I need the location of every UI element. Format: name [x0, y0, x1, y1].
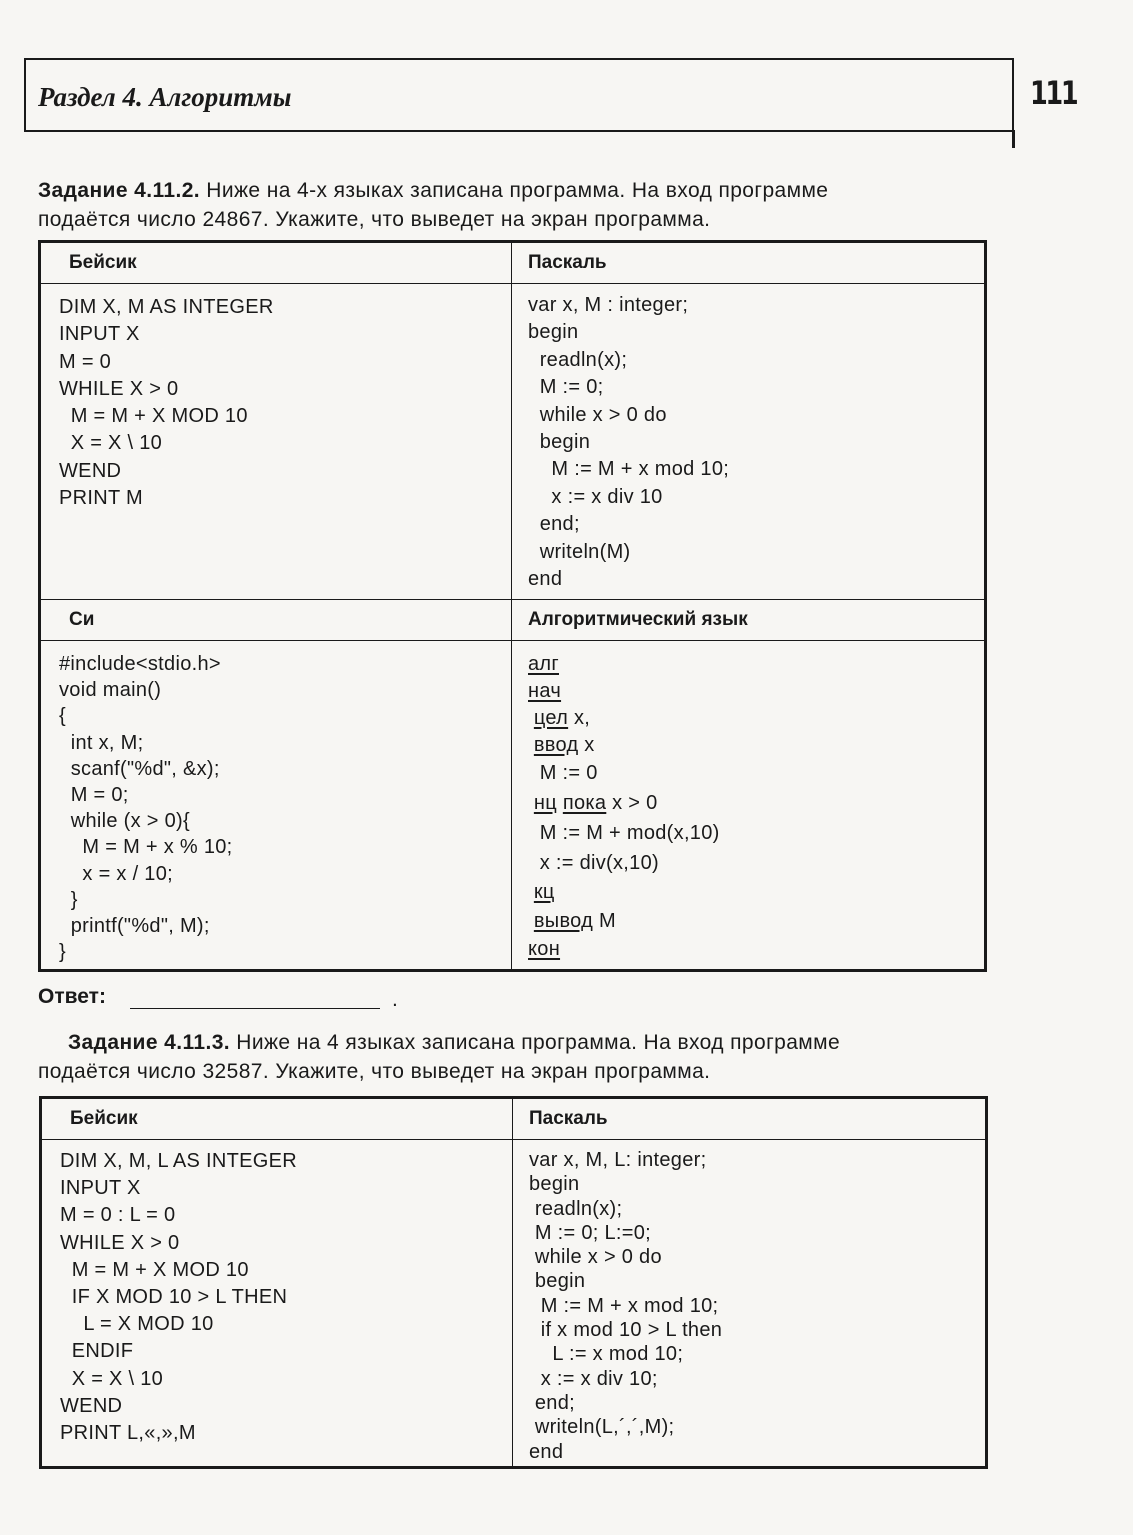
- code-line: M = M + X MOD 10: [59, 405, 248, 428]
- task1-statement: [38, 176, 988, 234]
- code-line: writeln(M): [528, 540, 631, 563]
- code-line: readln(x);: [529, 1197, 623, 1220]
- code-line: M = 0: [59, 350, 112, 373]
- code-line: M := 0; L:=0;: [529, 1221, 652, 1244]
- code-line: M = 0 : L = 0: [60, 1204, 176, 1227]
- algo-kc: кц: [533, 881, 555, 903]
- task2-line2: подаётся число 32587. Укажите, что выведет на экран программа.: [38, 1060, 711, 1083]
- basic-code-2: [42, 1140, 512, 1447]
- task2-line1: [38, 1028, 988, 1057]
- code-line: WHILE X > 0: [59, 377, 179, 400]
- task1-line1: [38, 176, 988, 205]
- section-title: Раздел 4. Алгоритмы: [38, 82, 292, 112]
- algo-code: [512, 641, 984, 963]
- algo-cel-rest: x,: [568, 707, 591, 729]
- section-header: [24, 58, 1014, 132]
- code-line: M = M + X MOD 10: [60, 1258, 249, 1281]
- code-line: end: [529, 1440, 564, 1463]
- code-line: L = X MOD 10: [60, 1313, 214, 1336]
- code-line: DIM X, M AS INTEGER: [59, 296, 274, 318]
- code-line: M := 0;: [528, 376, 604, 399]
- task1-line2: подаётся число 24867. Укажите, что выведет на экран программа.: [38, 208, 711, 231]
- code-line: }: [59, 888, 78, 911]
- algo-header: Алгоритмический язык: [512, 600, 986, 641]
- code-line: L := x mod 10;: [529, 1343, 684, 1366]
- code-line: ENDIF: [60, 1340, 134, 1363]
- algo-vvod-rest: x: [578, 734, 595, 756]
- task1-code-table: [38, 240, 987, 972]
- code-line: }: [59, 941, 66, 964]
- code-line: PRINT L,«,»,M: [60, 1422, 196, 1445]
- algo-m-add: M := M + mod(x,10): [528, 822, 720, 844]
- code-line: if x mod 10 > L then: [529, 1319, 723, 1342]
- code-line: x = x / 10;: [59, 862, 173, 885]
- code-line: WHILE X > 0: [60, 1231, 180, 1254]
- algo-poka-rest: x > 0: [606, 792, 658, 814]
- algo-poka: пока: [562, 792, 607, 814]
- c-header: Си: [40, 600, 512, 641]
- basic-header: Бейсик: [40, 242, 512, 284]
- code-line: IF X MOD 10 > L THEN: [60, 1286, 288, 1309]
- code-line: begin: [529, 1270, 586, 1293]
- algo-vyvod: вывод: [533, 910, 594, 932]
- code-line: PRINT M: [59, 487, 143, 510]
- code-line: x := x div 10;: [529, 1367, 658, 1390]
- algo-x-div: x := div(x,10): [528, 852, 659, 874]
- code-line: X = X \ 10: [60, 1367, 164, 1390]
- algo-cel: цел: [533, 707, 569, 729]
- algo-alg: алг: [528, 653, 559, 675]
- code-line: M = M + x % 10;: [59, 836, 233, 859]
- code-line: M = 0;: [59, 784, 129, 807]
- code-line: WEND: [60, 1394, 123, 1417]
- basic-code-1: [41, 284, 511, 512]
- answer-field[interactable]: [130, 1008, 380, 1009]
- task1-label: Задание 4.11.2.: [38, 179, 201, 202]
- code-line: #include<stdio.h>: [59, 653, 221, 675]
- algo-nc: нц: [533, 792, 557, 814]
- code-line: M := M + x mod 10;: [529, 1294, 719, 1317]
- code-line: while x > 0 do: [529, 1246, 662, 1269]
- algo-vyvod-rest: M: [593, 910, 616, 932]
- pascal-header-2: Паскаль: [513, 1098, 987, 1140]
- code-line: INPUT X: [59, 323, 140, 346]
- code-line: int x, M;: [59, 731, 144, 754]
- code-line: INPUT X: [60, 1177, 141, 1200]
- code-line: end;: [528, 513, 580, 536]
- code-line: end: [528, 568, 563, 591]
- code-line: begin: [529, 1173, 580, 1196]
- answer-dot: .: [392, 988, 398, 1011]
- code-line: x := x div 10: [528, 485, 663, 508]
- algo-kon: кон: [528, 938, 561, 960]
- code-line: var x, M : integer;: [528, 294, 689, 316]
- c-code: [41, 641, 511, 965]
- pascal-code-1: [512, 284, 984, 593]
- code-line: writeln(L,´,´,M);: [529, 1416, 675, 1439]
- code-line: end;: [529, 1391, 575, 1414]
- header-rule: [1012, 130, 1015, 148]
- code-line: while x > 0 do: [528, 403, 667, 426]
- pascal-code-2: [513, 1140, 985, 1464]
- task1-text1: Ниже на 4-х языках записана программа. На вход программе: [200, 179, 829, 202]
- task2-statement: [38, 1028, 988, 1086]
- code-line: X = X \ 10: [59, 432, 163, 455]
- code-line: begin: [528, 431, 591, 454]
- code-line: WEND: [59, 459, 122, 482]
- pascal-header: Паскаль: [512, 242, 986, 284]
- code-line: M := M + x mod 10;: [528, 458, 730, 481]
- task2-code-table: [39, 1096, 988, 1469]
- page-number: 111: [1030, 74, 1077, 112]
- basic-header-2: Бейсик: [41, 1098, 513, 1140]
- algo-nach: нач: [528, 680, 562, 702]
- code-line: scanf("%d", &x);: [59, 757, 220, 780]
- code-line: var x, M, L: integer;: [529, 1149, 707, 1171]
- code-line: DIM X, M, L AS INTEGER: [60, 1150, 298, 1172]
- code-line: printf("%d", M);: [59, 915, 210, 938]
- task2-text1: Ниже на 4 языках записана программа. На вход программе: [230, 1031, 841, 1054]
- answer-label: Ответ:: [38, 985, 106, 1008]
- code-line: while (x > 0){: [59, 810, 190, 833]
- task2-label: Задание 4.11.3.: [68, 1031, 231, 1054]
- code-line: {: [59, 705, 66, 728]
- code-line: begin: [528, 321, 579, 344]
- algo-vvod: ввод: [533, 734, 579, 756]
- code-line: void main(): [59, 679, 162, 702]
- code-line: readln(x);: [528, 348, 628, 371]
- algo-m-assign: M := 0: [528, 762, 598, 784]
